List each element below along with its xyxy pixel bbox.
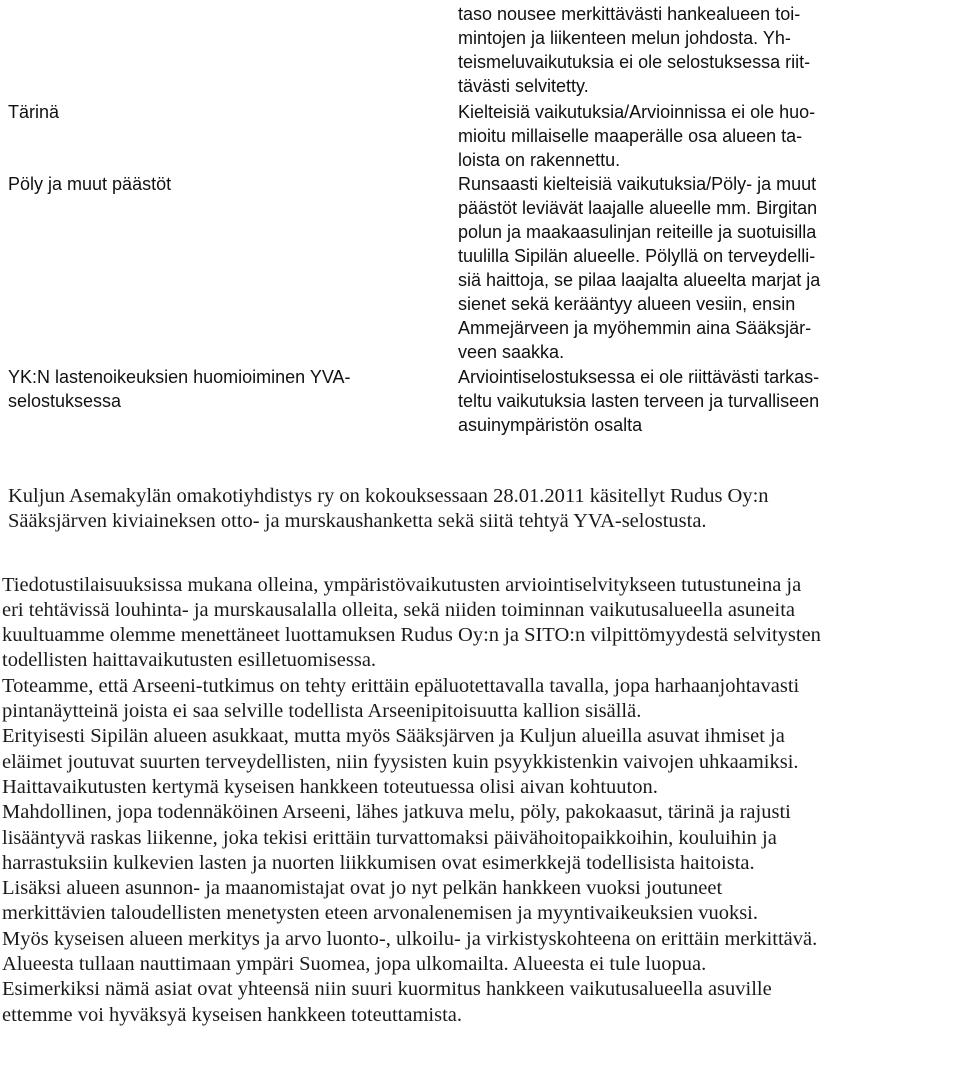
letter-line: harrastuksiin kulkevien lasten ja nuorten liikkumisen ovat esimerkkejä todellisista haitoista. (2, 851, 755, 874)
letter-line: Alueesta tullaan nauttimaan ympäri Suomea, jopa ulkomailta. Alueesta ei tule luopua. (2, 953, 707, 976)
text-line: mintojen ja liikenteen melun johdosta. Yh- (458, 28, 791, 48)
letter-line: eri tehtävissä louhinta- ja murskausalalla olleita, sekä niiden toiminnan vaikutusalueella asuneita (2, 598, 795, 621)
text-line: sienet sekä kerääntyy alueen vesiin, ensin (458, 294, 796, 314)
text-line: asuinympäristön osalta (458, 415, 643, 435)
row-label: Pöly ja muut päästöt (8, 174, 172, 194)
letter-line: merkittävien taloudellisten menetysten eteen arvonalenemisen ja myyntivaikeuksien vuoksi. (2, 902, 759, 925)
letter-line: Erityisesti Sipilän alueen asukkaat, mutta myös Sääksjärven ja Kuljun alueilla asuvat ihmiset ja (2, 725, 785, 748)
letter-line: eläimet joutuvat suurten terveydellisten, niin fyysisten kuin psyykkistenkin vaivojen uhkaamiksi. (2, 750, 799, 773)
row-text (458, 365, 898, 437)
letter-line: Esimerkiksi nämä asiat ovat yhteensä niin suuri kuormitus hankkeen vaikutusalueella asuville (2, 978, 772, 1001)
letter-line: ettemme voi hyväksyä kyseisen hankkeen toteuttamista. (2, 1003, 462, 1026)
letter-line: kuultuamme olemme menettäneet luottamuksen Rudus Oy:n ja SITO:n vilpittömyydestä selvitysten (2, 624, 821, 647)
text-line: tuulilla Sipilän alueelle. Pölyllä on terveydelli- (458, 246, 816, 266)
text-line: Kielteisiä vaikutuksia/Arvioinnissa ei ole huo- (458, 102, 816, 122)
letter-body (0, 484, 960, 1028)
row-text (458, 172, 898, 364)
row-label: Tärinä (8, 102, 60, 122)
text-line: teltu vaikutuksia lasten terveen ja turvalliseen (458, 391, 820, 411)
letter-line: todellisten haittavaikutusten esilletuomisessa. (2, 649, 377, 672)
text-line: tävästi selvitetty. (458, 76, 589, 96)
text-line: teismeluvaikutuksia ei ole selostuksessa riit- (458, 52, 811, 72)
letter-line: Toteamme, että Arseeni-tutkimus on tehty erittäin epäluotettavalla tavalla, jopa harhaanjohtavasti (2, 674, 800, 697)
letter-line: Lisäksi alueen asunnon- ja maanomistajat ovat jo nyt pelkän hankkeen vuoksi joutuneet (2, 877, 723, 900)
text-line: mioitu millaiselle maaperälle osa alueen ta- (458, 126, 803, 146)
row-label: YK:N lastenoikeuksien huomioiminen YVA-selostuksessa (8, 367, 351, 411)
letter-line: Haittavaikutusten kertymä kyseisen hankkeen toteutuessa olisi aivan kohtuuton. (2, 775, 658, 798)
text-line: siä haittoja, se pilaa laajalta alueelta marjat ja (458, 270, 821, 290)
letter-line: pintanäytteinä joista ei saa selville todellista Arseenipitoisuutta kallion sisällä. (2, 700, 642, 723)
text-line: polun ja maakaasulinjan reiteille ja suotuisilla (458, 222, 817, 242)
letter-line: Tiedotustilaisuuksissa mukana olleina, ympäristövaikutusten arviointiselvitykseen tutustuneina ja (2, 573, 802, 596)
text-line: päästöt leviävät laajalle alueelle mm. Birgitan (458, 198, 818, 218)
text-line: veen saakka. (458, 342, 565, 362)
letter-line: Kuljun Asemakylän omakotiyhdistys ry on kokouksessaan 28.01.2011 käsitellyt Rudus Oy:n (8, 485, 769, 507)
letter-line: Myös kyseisen alueen merkitys ja arvo luonto-, ulkoilu- ja virkistyskohteena on erittäin merkittävä. (2, 927, 818, 950)
text-line: taso nousee merkittävästi hankealueen toi- (458, 4, 801, 24)
text-line: Arviointiselostuksessa ei ole riittävästi tarkas- (458, 367, 820, 387)
text-line: loista on rakennettu. (458, 150, 621, 170)
row-text (458, 2, 898, 98)
letter-line: lisääntyvä raskas liikenne, joka tekisi erittäin turvattomaksi päivähoitopaikkoihin, kouluihin ja (2, 826, 777, 849)
text-line: Ammejärveen ja myöhemmin aina Sääksjär- (458, 318, 812, 338)
row-text (458, 100, 898, 172)
letter-line: Sääksjärven kiviaineksen otto- ja murskaushanketta sekä siitä tehtyä YVA-selostusta. (8, 510, 707, 533)
letter-line: Mahdollinen, jopa todennäköinen Arseeni, lähes jatkuva melu, pöly, pakokaasut, tärinä ja rajusti (2, 801, 791, 824)
text-line: Runsaasti kielteisiä vaikutuksia/Pöly- ja muut (458, 174, 817, 194)
letter-paragraphs (0, 573, 960, 1028)
letter-intro (0, 484, 960, 535)
